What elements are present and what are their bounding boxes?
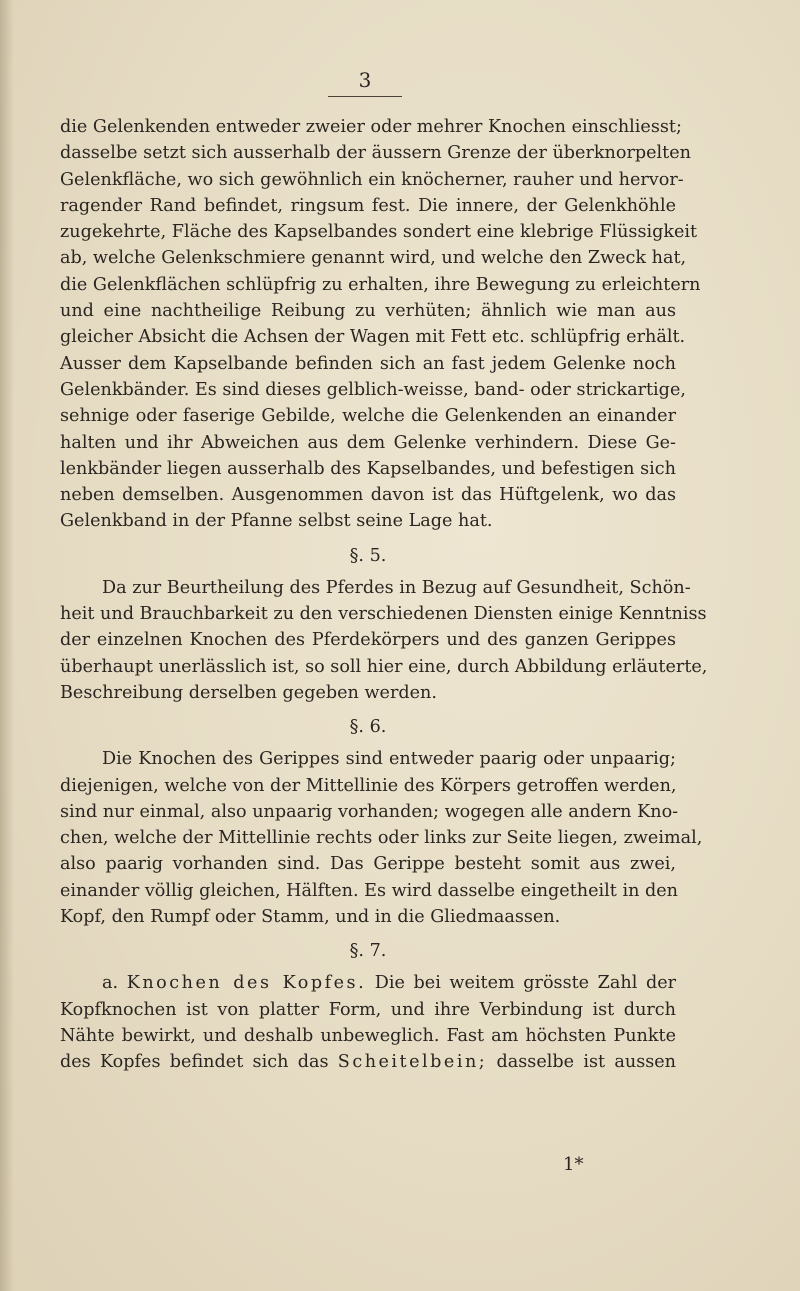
text-line: der einzelnen Knochen des Pferdekörpers und des ganzen Gerippes: [60, 630, 676, 651]
signature-mark: 1*: [563, 1154, 584, 1175]
text-line: Nähte bewirkt, und deshalb unbeweglich. Fast am höchsten Punkte: [60, 1025, 676, 1046]
text-line: Da zur Beurtheilung des Pferdes in Bezug auf Gesundheit, Schön-: [102, 577, 691, 598]
text-line: Gelenkfläche, wo sich gewöhnlich ein knöcherner, rauher und hervor-: [60, 169, 684, 190]
text-line: zugekehrte, Fläche des Kapselbandes sondert eine klebrige Flüssigkeit: [60, 222, 698, 243]
body-text: [60, 114, 708, 1076]
paragraph-section-6: [60, 746, 703, 930]
text-line: die Gelenkflächen schlüpfrig zu erhalten, ihre Bewegung zu erleichtern: [60, 274, 701, 295]
text-line: gleicher Absicht die Achsen der Wagen mit Fett etc. schlüpfrig erhält.: [60, 327, 686, 348]
text-line: dasselbe setzt sich ausserhalb der äussern Grenze der überknorpelten: [60, 143, 691, 164]
section-heading-7: §. 7.: [349, 941, 387, 962]
text-line: Kopfknochen ist von platter Form, und ihre Verbindung ist durch: [60, 999, 676, 1020]
text-fragment: des Kopfes befindet sich das: [60, 1052, 329, 1073]
page-edge-shadow: [0, 0, 14, 1291]
emphasized-term: Knochen des Kopfes.: [126, 973, 367, 994]
paragraph-section-5: [60, 575, 708, 706]
text-line: Gelenkband in der Pfanne selbst seine Lage hat.: [60, 511, 493, 532]
text-line: Gelenkbänder. Es sind dieses gelblich-weisse, band- oder strickartige,: [60, 379, 686, 400]
text-line: [60, 1049, 676, 1075]
text-line: sind nur einmal, also unpaarig vorhanden; wogegen alle andern Kno-: [60, 801, 679, 822]
text-fragment: dasselbe ist aussen: [496, 1052, 676, 1073]
section-heading-6: §. 6.: [349, 717, 387, 738]
paragraph-section-7: [60, 970, 676, 1075]
text-line: diejenigen, welche von der Mittellinie des Körpers getroffen werden,: [60, 775, 677, 796]
text-line: ab, welche Gelenkschmiere genannt wird, und welche den Zweck hat,: [60, 248, 687, 269]
text-line: Kopf, den Rumpf oder Stamm, und in die Gliedmaassen.: [60, 907, 561, 928]
text-line: also paarig vorhanden sind. Das Gerippe besteht somit aus zwei,: [60, 854, 676, 875]
text-line: ragender Rand befindet, ringsum fest. Die innere, der Gelenkhöhle: [60, 195, 676, 216]
text-line: einander völlig gleichen, Hälften. Es wird dasselbe eingetheilt in den: [60, 880, 679, 901]
emphasized-term: Scheitelbein;: [337, 1052, 488, 1073]
text-line: Ausser dem Kapselbande befinden sich an fast jedem Gelenke noch: [60, 353, 676, 374]
text-line: chen, welche der Mittellinie rechts oder links zur Seite liegen, zweimal,: [60, 828, 703, 849]
section-heading-5: §. 5.: [349, 545, 387, 566]
text-line: neben demselben. Ausgenommen davon ist das Hüftgelenk, wo das: [60, 485, 676, 506]
text-line: [60, 970, 676, 996]
text-line: die Gelenkenden entweder zweier oder mehrer Knochen einschliesst;: [60, 117, 682, 137]
list-label: a.: [102, 973, 119, 994]
text-fragment: Die bei weitem grösste Zahl der: [374, 973, 677, 994]
text-line: und eine nachtheilige Reibung zu verhüten; ähnlich wie man aus: [60, 301, 676, 322]
paragraph-capsule-ligaments: [60, 114, 701, 535]
text-line: heit und Brauchbarkeit zu den verschiedenen Diensten einige Kenntniss: [60, 604, 707, 625]
text-line: überhaupt unerlässlich ist, so soll hier eine, durch Abbildung erläuterte,: [60, 656, 708, 677]
page-number-rule: [328, 96, 402, 97]
text-line: halten und ihr Abweichen aus dem Gelenke verhindern. Diese Ge-: [60, 432, 676, 453]
page-number: 3: [358, 68, 372, 92]
text-line: Beschreibung derselben gegeben werden.: [60, 682, 437, 703]
text-line: Die Knochen des Gerippes sind entweder paarig oder unpaarig;: [102, 749, 676, 770]
text-line: lenkbänder liegen ausserhalb des Kapselbandes, und befestigen sich: [60, 458, 676, 479]
text-line: sehnige oder faserige Gebilde, welche die Gelenkenden an einander: [60, 406, 676, 427]
